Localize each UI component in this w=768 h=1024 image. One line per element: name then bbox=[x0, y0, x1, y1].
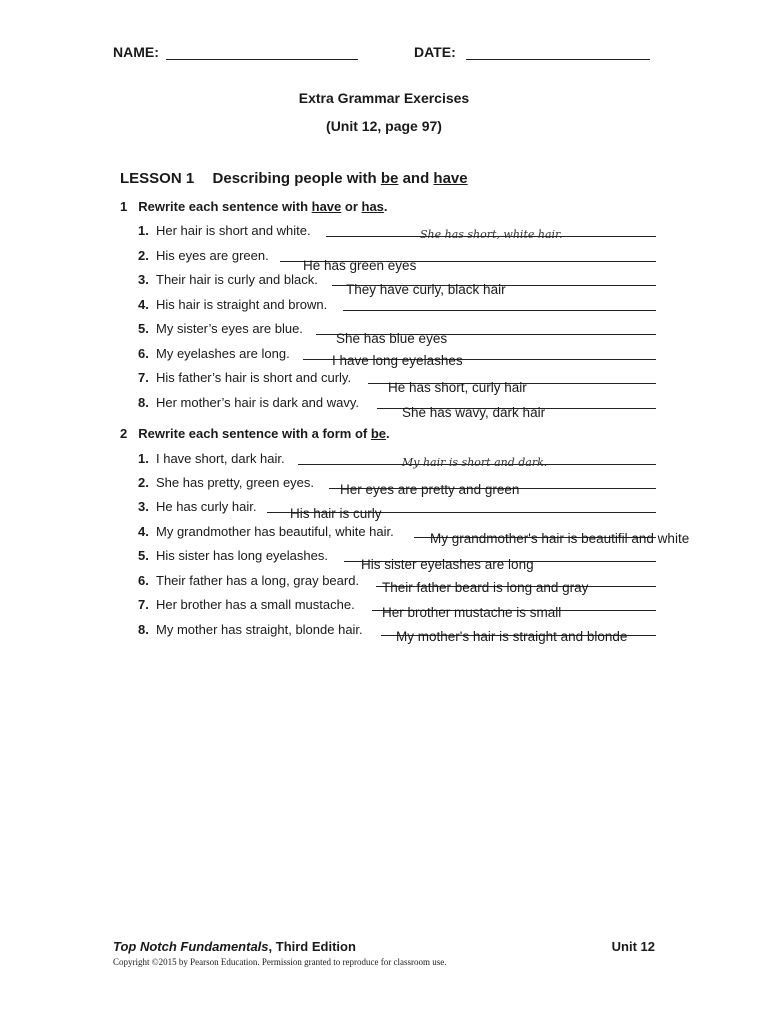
page-title: Extra Grammar Exercises bbox=[298, 90, 470, 106]
lesson-word-be: be bbox=[380, 170, 399, 187]
item-number: 1. bbox=[138, 451, 149, 466]
answer-text: My mother's hair is straight and blonde bbox=[396, 629, 628, 644]
item-number: 8. bbox=[138, 395, 149, 410]
item-prompt: I have short, dark hair. bbox=[156, 451, 285, 466]
exercise1-item bbox=[0, 395, 768, 419]
item-prompt: He has curly hair. bbox=[156, 499, 257, 514]
item-number: 7. bbox=[138, 370, 149, 385]
answer-line[interactable] bbox=[343, 310, 656, 311]
answer-text: He has short, curly hair bbox=[388, 380, 527, 395]
item-number: 3. bbox=[138, 499, 149, 514]
item-number: 3. bbox=[138, 272, 149, 287]
answer-line[interactable] bbox=[332, 282, 656, 297]
exercise1-item bbox=[0, 223, 768, 247]
answer-line[interactable] bbox=[368, 380, 656, 395]
item-number: 6. bbox=[138, 346, 149, 361]
answer-text: Their father beard is long and gray bbox=[382, 580, 589, 595]
exercise1-number: 1 bbox=[120, 199, 128, 214]
exercise2-item bbox=[0, 622, 768, 646]
answer-text: She has wavy, dark hair bbox=[402, 405, 546, 420]
answer-line[interactable] bbox=[344, 557, 656, 572]
item-number: 2. bbox=[138, 475, 149, 490]
item-prompt: My eyelashes are long. bbox=[156, 346, 290, 361]
answer-line[interactable] bbox=[280, 258, 656, 273]
answer-text: Her eyes are pretty and green bbox=[340, 482, 520, 497]
answer-text: He has green eyes bbox=[303, 258, 417, 273]
item-number: 5. bbox=[138, 321, 149, 336]
exercise1-word-have: have bbox=[311, 199, 342, 214]
exercise2-heading bbox=[120, 426, 390, 441]
item-prompt: Her hair is short and white. bbox=[156, 223, 311, 238]
exercise1-item bbox=[0, 248, 768, 272]
answer-text: His sister eyelashes are long bbox=[361, 557, 534, 572]
exercise2-item bbox=[0, 475, 768, 499]
name-field[interactable] bbox=[166, 59, 358, 60]
answer-text: My grandmother's hair is beautifil and white bbox=[430, 531, 690, 546]
answer-line[interactable] bbox=[381, 629, 656, 644]
item-number: 5. bbox=[138, 548, 149, 563]
item-prompt: My grandmother has beautiful, white hair. bbox=[156, 524, 394, 539]
footer-copyright: Copyright ©2015 by Pearson Education. Permission granted to reproduce for classroom use. bbox=[113, 957, 447, 967]
exercise2-item bbox=[0, 548, 768, 572]
item-number: 1. bbox=[138, 223, 149, 238]
item-number: 8. bbox=[138, 622, 149, 637]
item-prompt: Her mother’s hair is dark and wavy. bbox=[156, 395, 360, 410]
footer-book-title bbox=[113, 939, 356, 954]
answer-line[interactable] bbox=[329, 482, 656, 497]
item-prompt: Their father has a long, gray beard. bbox=[156, 573, 360, 588]
exercise2-instr-pre: Rewrite each sentence with a form of bbox=[138, 426, 371, 441]
answer-line[interactable] bbox=[377, 405, 656, 420]
answer-line[interactable] bbox=[303, 353, 656, 368]
date-label: DATE: bbox=[414, 44, 456, 60]
item-prompt: She has pretty, green eyes. bbox=[156, 475, 315, 490]
item-prompt: My mother has straight, blonde hair. bbox=[156, 622, 363, 637]
answer-text: Her brother mustache is small bbox=[382, 605, 562, 620]
answer-line[interactable] bbox=[326, 228, 656, 241]
answer-text: His hair is curly bbox=[290, 506, 382, 521]
answer-text: She has blue eyes bbox=[336, 331, 448, 346]
answer-line[interactable] bbox=[267, 506, 656, 521]
item-prompt: His father’s hair is short and curly. bbox=[156, 370, 352, 385]
exercise2-item bbox=[0, 451, 768, 475]
exercise1-instr-post: . bbox=[383, 199, 388, 214]
exercise1-item bbox=[0, 272, 768, 296]
name-label: NAME: bbox=[113, 44, 159, 60]
item-prompt: Her brother has a small mustache. bbox=[156, 597, 355, 612]
item-number: 7. bbox=[138, 597, 149, 612]
exercise2-item bbox=[0, 597, 768, 621]
exercise2-number: 2 bbox=[120, 426, 128, 441]
exercise2-item bbox=[0, 524, 768, 548]
page-subtitle: (Unit 12, page 97) bbox=[326, 118, 442, 134]
exercise1-word-has: has bbox=[361, 199, 384, 214]
item-prompt: His sister has long eyelashes. bbox=[156, 548, 328, 563]
exercise1-instr-pre: Rewrite each sentence with bbox=[138, 199, 312, 214]
item-prompt: My sister’s eyes are blue. bbox=[156, 321, 303, 336]
exercise1-item bbox=[0, 321, 768, 345]
exercise2-item bbox=[0, 573, 768, 597]
exercise2-word-be: be bbox=[370, 426, 387, 441]
answer-line[interactable] bbox=[298, 456, 656, 469]
item-number: 4. bbox=[138, 524, 149, 539]
item-number: 6. bbox=[138, 573, 149, 588]
answer-line[interactable] bbox=[376, 580, 656, 595]
item-prompt: Their hair is curly and black. bbox=[156, 272, 318, 287]
lesson-word-have: have bbox=[433, 170, 468, 187]
exercise1-item bbox=[0, 346, 768, 370]
exercise1-item bbox=[0, 297, 768, 321]
item-number: 2. bbox=[138, 248, 149, 263]
exercise1-item bbox=[0, 370, 768, 394]
item-number: 4. bbox=[138, 297, 149, 312]
exercise1-heading bbox=[120, 199, 388, 214]
item-prompt: His eyes are green. bbox=[156, 248, 269, 263]
item-prompt: His hair is straight and brown. bbox=[156, 297, 328, 312]
answer-text: I have long eyelashes bbox=[332, 353, 463, 368]
exercise2-instr-post: . bbox=[386, 426, 390, 441]
answer-text: My hair is short and dark. bbox=[402, 456, 548, 469]
answer-text: They have curly, black hair bbox=[346, 282, 506, 297]
answer-line[interactable] bbox=[414, 531, 690, 546]
date-field[interactable] bbox=[466, 59, 650, 60]
footer-unit: Unit 12 bbox=[611, 939, 655, 954]
answer-text: She has short, white hair. bbox=[420, 228, 563, 241]
answer-line[interactable] bbox=[372, 605, 656, 620]
exercise2-item bbox=[0, 499, 768, 523]
answer-line[interactable] bbox=[316, 331, 656, 346]
lesson-title-mid: and bbox=[398, 170, 434, 187]
footer-edition: , Third Edition bbox=[268, 939, 356, 954]
exercise1-instr-mid: or bbox=[341, 199, 362, 214]
footer-book-name: Top Notch Fundamentals bbox=[113, 939, 269, 954]
lesson-title-pre: Describing people with bbox=[212, 170, 381, 187]
lesson-heading bbox=[120, 170, 468, 187]
lesson-label: LESSON 1 bbox=[120, 170, 195, 187]
